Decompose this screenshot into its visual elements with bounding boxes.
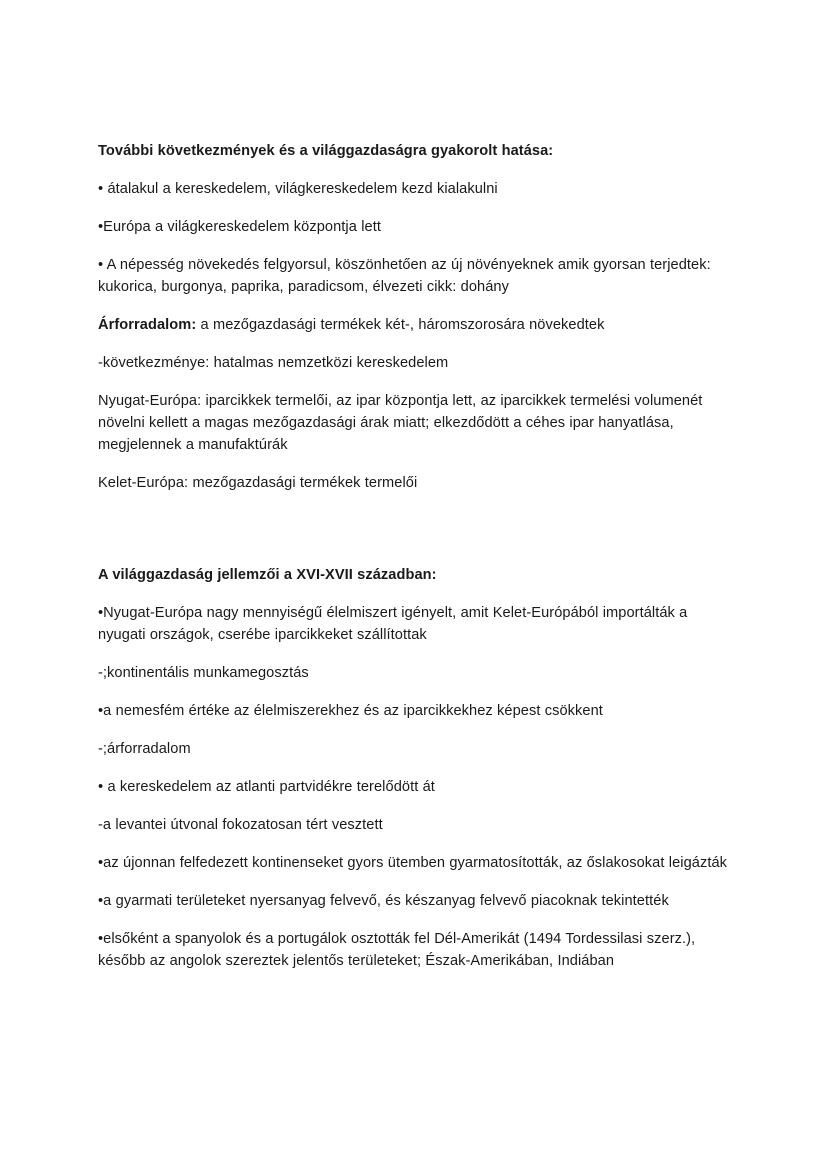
section-1-bullet-1: • átalakul a kereskedelem, világkereskedelem kezd kialakulni: [98, 181, 498, 197]
price-revolution-term: Árforradalom:: [98, 317, 197, 333]
section-2-bullet-5: • a kereskedelem az atlanti partvidékre terelődött át: [98, 779, 435, 795]
price-revolution-text: a mezőgazdasági termékek két-, háromszorosára növekedtek: [196, 317, 605, 333]
section-1-consequence: -következménye: hatalmas nemzetközi kereskedelem: [98, 355, 449, 371]
section-2-bullet-7: •az újonnan felfedezett kontinenseket gyors ütemben gyarmatosították, az őslakosokat leigázták: [98, 855, 728, 871]
section-2-bullet-8: •a gyarmati területeket nyersanyag felvevő, és készanyag felvevő piacoknak tekintették: [98, 893, 669, 909]
price-revolution-paragraph: [98, 314, 728, 336]
section-1-eastern-europe: Kelet-Európa: mezőgazdasági termékek termelői: [98, 475, 418, 491]
section-2-bullet-1: •Nyugat-Európa nagy mennyiségű élelmiszert igényelt, amit Kelet-Európából importálták a nyugati országok, cserébe iparcikkeket szállítottak: [98, 605, 688, 643]
document-body: [98, 140, 728, 972]
section-2-heading: A világgazdaság jellemzői a XVI-XVII században:: [98, 567, 437, 583]
section-2-bullet-4: -;árforradalom: [98, 741, 191, 757]
section-divider-space: [98, 510, 728, 564]
section-2-bullet-2: -;kontinentális munkamegosztás: [98, 665, 309, 681]
section-1-bullet-3: • A népesség növekedés felgyorsul, köszönhetően az új növényeknek amik gyorsan terjedtek: kukorica, burgonya, paprika, paradicsom, élvezeti cikk: dohány: [98, 257, 711, 295]
section-1-heading: További következmények és a világgazdaságra gyakorolt hatása:: [98, 143, 554, 159]
section-2-bullet-3: •a nemesfém értéke az élelmiszerekhez és az iparcikkekhez képest csökkent: [98, 703, 603, 719]
section-1-western-europe: Nyugat-Európa: iparcikkek termelői, az ipar központja lett, az iparcikkek termelési volumenét növelni kellett a magas mezőgazdasági árak miatt; elkezdődött a céhes ipar hanyatlása, megjelennek a manufaktúrák: [98, 393, 703, 453]
section-1-bullet-2: •Európa a világkereskedelem központja lett: [98, 219, 381, 235]
section-2-bullet-6: -a levantei útvonal fokozatosan tért vesztett: [98, 817, 383, 833]
section-2-bullet-9: •elsőként a spanyolok és a portugálok osztották fel Dél-Amerikát (1494 Tordessilasi szerz.), később az angolok szereztek jelentős területeket; Észak-Amerikában, Indiában: [98, 931, 696, 969]
